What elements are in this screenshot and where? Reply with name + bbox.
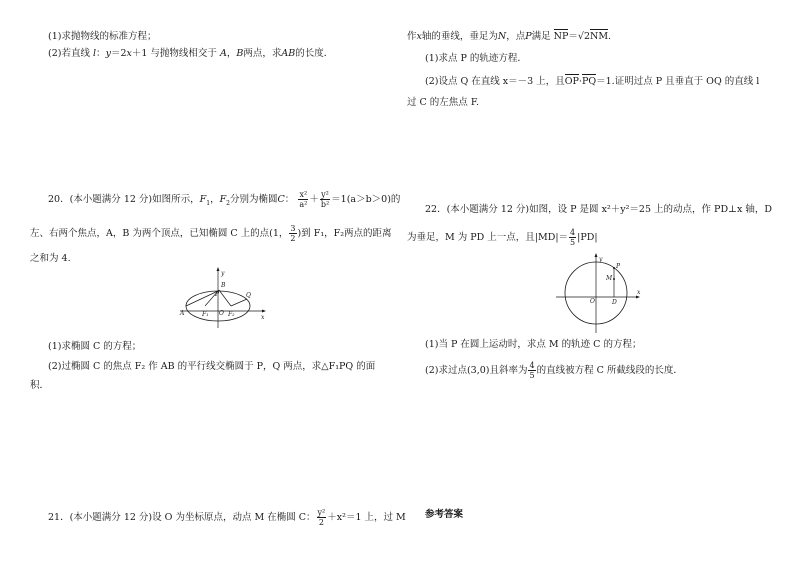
q21-part1: (1)求点 P 的轨迹方程． (425, 53, 527, 64)
q20-line2: 左、右两个焦点，A，B 为两个顶点，已知椭圆 C 上的点(1， $\frac{3}{2}$ )到 F₁，F₂两点的距离 (30, 224, 392, 243)
fraction-x2-a2: $\frac{\text{x²}}{\text{a²}}$ (299, 190, 308, 209)
fraction-slope-four-fifths: $\frac{4}{5}$ (529, 361, 535, 380)
fig22-D-label: D (612, 299, 617, 306)
q19-part2: (2)若直线 l：y＝2x＋1 与抛物线相交于 A，B两点，求AB的长度． (48, 48, 334, 59)
fig20-x-label: x (261, 314, 265, 321)
fig20-P-label: P (215, 291, 220, 298)
q21-continuation: 作x轴的垂线，垂足为N，点P满足 NP＝√2NM. (407, 31, 612, 42)
fig20-F1-label: F₁ (202, 311, 209, 318)
q21-part2-end: 过 C 的左焦点 F. (407, 97, 479, 108)
fig20-A-label: A (180, 310, 185, 317)
q20-part1: (1)求椭圆 C 的方程； (48, 341, 142, 352)
vector-OP: OP (564, 76, 579, 87)
fig20-y-label: y (221, 270, 225, 277)
vector-PQ: PQ (581, 76, 597, 87)
answer-title: 参考答案 (425, 509, 464, 520)
fig22-y-label: y (599, 256, 603, 263)
q22-line2: 为垂足，M 为 PD 上一点，且|MD|＝ $\frac{4}{5}$ |PD| (407, 228, 598, 247)
q22-head: 22．(本小题满分 12 分)如图，设 P 是圆 x²＋y²＝25 上的动点，作 PD⊥x 轴，D (425, 204, 772, 215)
vector-NM: NM (590, 31, 609, 42)
q20-line3: 之和为 4. (30, 253, 71, 264)
fig20-Q-label: Q (246, 292, 251, 299)
fraction-y2-b2: $\frac{\text{y²}}{\text{b²}}$ (320, 190, 330, 209)
fraction-y2-2: $\frac{\text{y²}}{2}$ (317, 508, 326, 527)
q21-head: 21．(本小题满分 12 分)设 O 为坐标原点，动点 M 在椭圆 C： $\frac{\text{y²}}{2}$ ＋x²＝1 上，过 M (48, 508, 406, 527)
q22-part1: (1)当 P 在圆上运动时，求点 M 的轨迹 C 的方程； (425, 339, 642, 350)
q20-part2-end: 积． (30, 380, 50, 391)
fig22-O-label: O (590, 298, 595, 305)
fig20-F2-label: F₂ (228, 311, 235, 318)
vector-NP: NP (553, 31, 569, 42)
fig20-B-label: B (221, 282, 226, 289)
fig20-O-label: O (219, 310, 224, 317)
fraction-four-fifths: $\frac{4}{5}$ (570, 228, 576, 247)
fraction-three-halves: $\frac{3}{2}$ (290, 224, 296, 243)
fig22-P-label: P (616, 263, 621, 270)
q19-part1: (1)求抛物线的标准方程； (48, 31, 157, 42)
q20-part2: (2)过椭圆 C 的焦点 F₂ 作 AB 的平行线交椭圆于 P，Q 两点，求△F₁PQ 的面 (48, 361, 376, 372)
q20-head: 20．(本小题满分 12 分)如图所示，$F_1$，$F_2$分别为椭圆C： $\frac{\text{x²}}{\text{a²}}$ ＋ $\frac{\text{y²}}{\text{b²}}$ ＝1(a＞b＞0)的 (48, 190, 401, 209)
q22-part2: (2)求过点(3,0)且斜率为 $\frac{4}{5}$ 的直线被方程 C 所截线段的长度． (425, 361, 683, 380)
ellipse-figure-q20 (178, 266, 268, 328)
fig22-M-label: M (606, 275, 613, 282)
fig22-x-label: x (637, 289, 641, 296)
circle-figure-q22 (556, 253, 644, 333)
q21-part2: (2)设点 Q 在直线 x＝－3 上，且OP·PQ＝1.证明过点 P 且垂直于 OQ 的直线 l (425, 76, 760, 87)
